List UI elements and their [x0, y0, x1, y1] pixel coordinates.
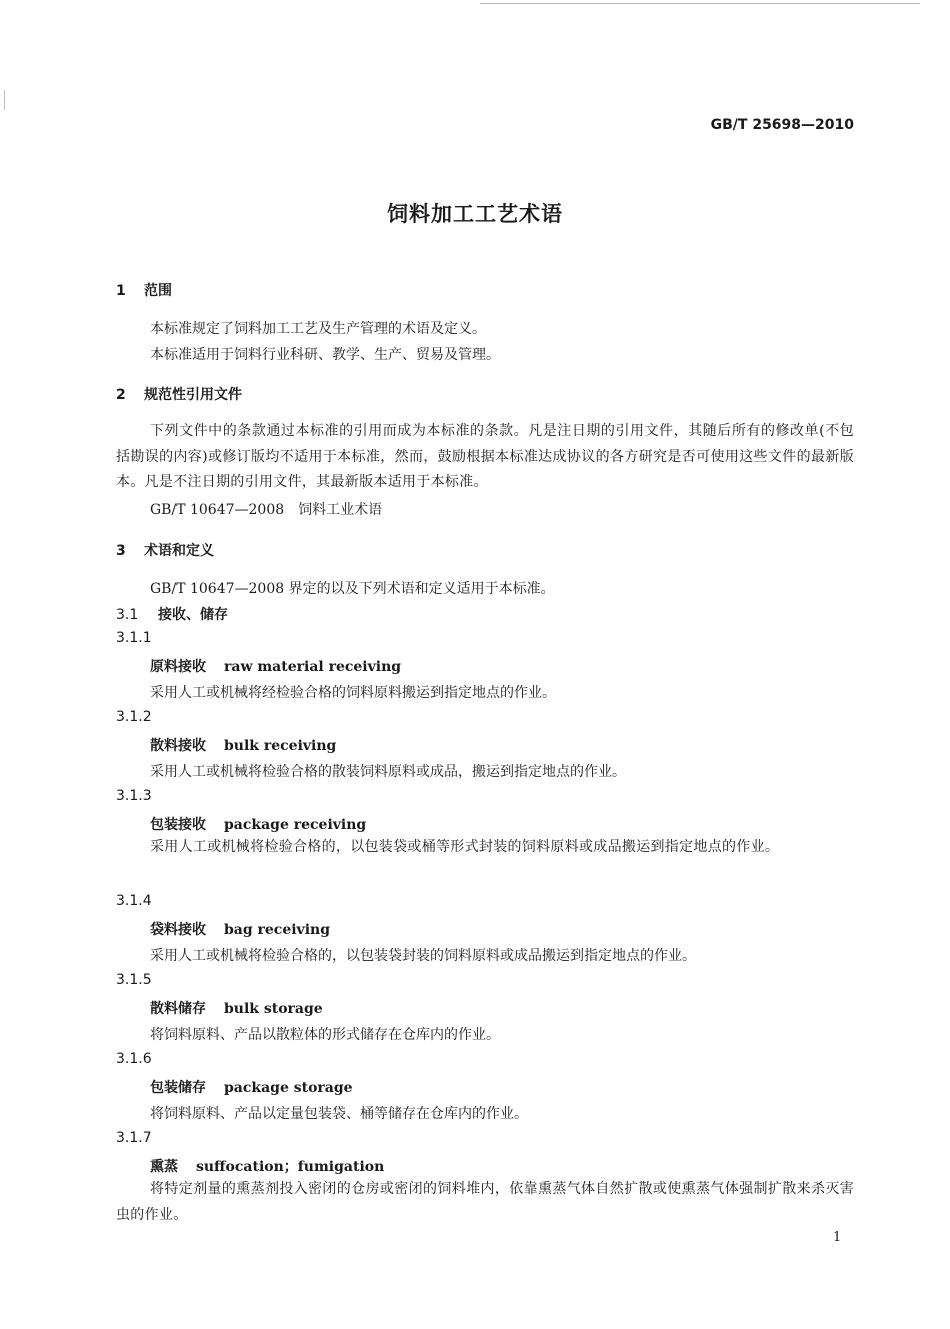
term-english: raw material receiving: [224, 659, 402, 675]
scan-artifact-top: [480, 3, 920, 4]
term-chinese: 原料接收: [150, 659, 206, 675]
term-english: bag receiving: [224, 922, 330, 938]
term-english: package storage: [224, 1080, 353, 1096]
term-heading: [150, 1156, 384, 1176]
section-number: 1: [116, 283, 126, 299]
term-definition: 采用人工或机械将经检验合格的饲料原料搬运到指定地点的作业。: [150, 685, 556, 701]
term-heading: [150, 1077, 353, 1097]
paragraph: 下列文件中的条款通过本标准的引用而成为本标准的条款。凡是注日期的引用文件，其随后所有的修改单(不包括勘误的内容)或修订版均不适用于本标准，然而，鼓励根据本标准达成协议的各方研究是否可使用这些文件的最新版本。凡是不注日期的引用文件，其最新版本适用于本标准。: [116, 423, 854, 491]
term-chinese: 包装储存: [150, 1080, 206, 1096]
section-1-heading: [116, 280, 172, 300]
term-heading: [150, 814, 366, 834]
term-number: 3.1.6: [116, 1051, 152, 1067]
paragraph: 本标准规定了饲料加工工艺及生产管理的术语及定义。: [150, 321, 486, 337]
term-heading: [150, 735, 336, 755]
section-number: 3: [116, 543, 126, 559]
term-definition: 采用人工或机械将检验合格的散装饲料原料或成品，搬运到指定地点的作业。: [150, 764, 626, 780]
term-definition: 将饲料原料、产品以散粒体的形式储存在仓库内的作业。: [150, 1027, 500, 1043]
scan-artifact-left: [4, 90, 5, 110]
term-chinese: 散料储存: [150, 1001, 206, 1017]
section-title: 范围: [144, 283, 172, 299]
term-english: bulk storage: [224, 1001, 323, 1017]
section-title: 规范性引用文件: [144, 387, 242, 403]
section-3-heading: [116, 540, 214, 560]
term-number: 3.1.1: [116, 630, 152, 646]
term-number: 3.1.7: [116, 1130, 152, 1146]
term-chinese: 袋料接收: [150, 922, 206, 938]
page-number: 1: [833, 1230, 842, 1245]
term-number: 3.1.2: [116, 709, 152, 725]
term-number: 3.1.5: [116, 972, 152, 988]
term-number: 3.1.3: [116, 788, 152, 804]
subsection-number: 3.1: [116, 607, 139, 623]
term-english: suffocation；fumigation: [196, 1159, 385, 1175]
term-heading: [150, 656, 401, 676]
term-chinese: 包装接收: [150, 817, 206, 833]
term-english: bulk receiving: [224, 738, 337, 754]
term-heading: [150, 998, 323, 1018]
section-number: 2: [116, 387, 126, 403]
term-definition: 将特定剂量的熏蒸剂投入密闭的仓房或密闭的饲料堆内，依靠熏蒸气体自然扩散或使熏蒸气体强制扩散来杀灭害虫的作业。: [116, 1181, 854, 1223]
term-heading: [150, 919, 330, 939]
term-definition: 将饲料原料、产品以定量包装袋、桶等储存在仓库内的作业。: [150, 1106, 528, 1122]
standard-code: GB/T 25698—2010: [710, 117, 854, 133]
term-chinese: 熏蒸: [150, 1159, 178, 1175]
paragraph: 本标准适用于饲料行业科研、教学、生产、贸易及管理。: [150, 347, 500, 363]
section-2-heading: [116, 384, 242, 404]
term-definition: 采用人工或机械将检验合格的，以包装袋封装的饲料原料或成品搬运到指定地点的作业。: [150, 948, 696, 964]
document-title: 饲料加工工艺术语: [387, 202, 563, 226]
subsection-title: 接收、储存: [158, 607, 228, 623]
term-english: package receiving: [224, 817, 367, 833]
paragraph: GB/T 10647—2008 界定的以及下列术语和定义适用于本标准。: [150, 581, 555, 597]
section-title: 术语和定义: [144, 543, 214, 559]
subsection-heading: [116, 604, 228, 624]
term-number: 3.1.4: [116, 893, 152, 909]
term-chinese: 散料接收: [150, 738, 206, 754]
normative-reference: GB/T 10647—2008 饲料工业术语: [150, 502, 383, 518]
term-definition: 采用人工或机械将检验合格的，以包装袋或桶等形式封装的饲料原料或成品搬运到指定地点的作业。: [150, 839, 780, 855]
